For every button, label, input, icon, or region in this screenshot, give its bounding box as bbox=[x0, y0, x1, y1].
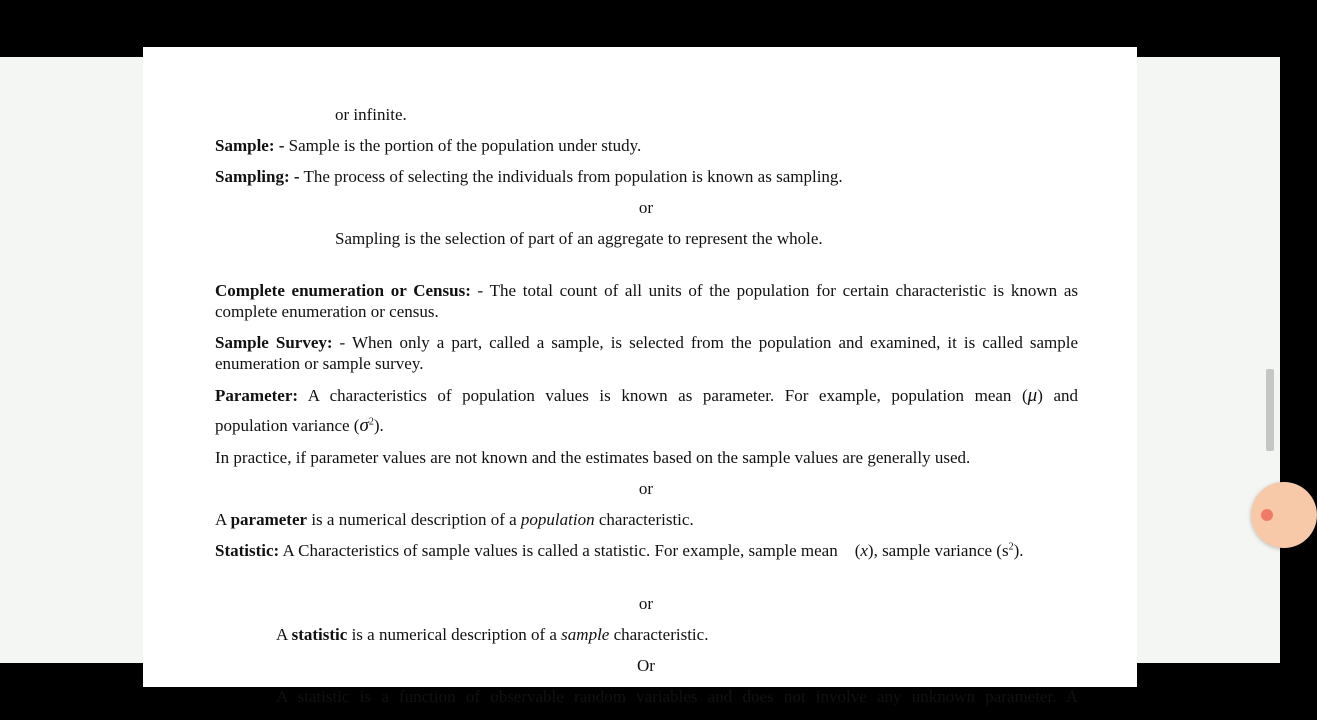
or-separator-2: or bbox=[638, 479, 654, 498]
or-separator-3: or bbox=[638, 594, 654, 613]
sampling-definition: Sampling: - The process of selecting the individuals from population is known as sampling. bbox=[215, 167, 843, 186]
or-separator-4: Or bbox=[637, 656, 655, 675]
record-dot-icon bbox=[1261, 509, 1273, 521]
parameter-term: Parameter: bbox=[215, 386, 299, 405]
sampling-term: Sampling: - bbox=[215, 167, 300, 186]
sigma-symbol: σ bbox=[359, 415, 369, 436]
survey-term: Sample Survey: bbox=[215, 333, 333, 352]
population-variance: population variance $(\sigma^2)$. bbox=[215, 415, 384, 436]
xbar-symbol: x bbox=[860, 541, 868, 560]
survey-definition: Sample Survey: - When only a part, called a sample, is selected from the population and examined, it is called sample enumeration or sample survey. bbox=[215, 333, 1078, 373]
census-term: Complete enumeration or Census: bbox=[215, 281, 471, 300]
document-viewer[interactable] bbox=[0, 57, 1280, 706]
document-page bbox=[143, 47, 1137, 706]
practice-note: In practice, if parameter values are not known and the estimates based on the sample values are generally used. bbox=[215, 448, 971, 467]
sample-term: Sample: - bbox=[215, 136, 285, 155]
mu-symbol: μ bbox=[1027, 385, 1038, 406]
statistic-definition: Statistic: A Characteristics of sample values is called a statistic. For example, sample mean (x), sample variance $(s^2)$. bbox=[215, 541, 1024, 560]
statistic-function-line: A statistic is a function of observable random variables and does not involve any unknown parameter. A bbox=[276, 687, 1078, 706]
sample-definition: Sample: - Sample is the portion of the population under study. bbox=[215, 136, 642, 155]
statistic-term: Statistic: bbox=[215, 541, 280, 560]
parameter-description: A parameter is a numerical description of a population characteristic. bbox=[215, 510, 694, 529]
infinite-line: or infinite. bbox=[335, 105, 407, 124]
statistic-description: A statistic is a numerical description of a sample characteristic. bbox=[276, 625, 709, 644]
census-definition: Complete enumeration or Census: - The total count of all units of the population for certain characteristic is known as complete enumeration or census. bbox=[215, 281, 1078, 321]
parameter-definition: Parameter: A characteristics of population values is known as parameter. For example, population mean (μ) and bbox=[215, 385, 1078, 406]
sampling-alternative: Sampling is the selection of part of an aggregate to represent the whole. bbox=[335, 229, 823, 248]
floating-action-button[interactable] bbox=[1251, 482, 1317, 548]
or-separator-1: or bbox=[638, 198, 654, 217]
scrollbar-thumb[interactable] bbox=[1266, 369, 1274, 451]
